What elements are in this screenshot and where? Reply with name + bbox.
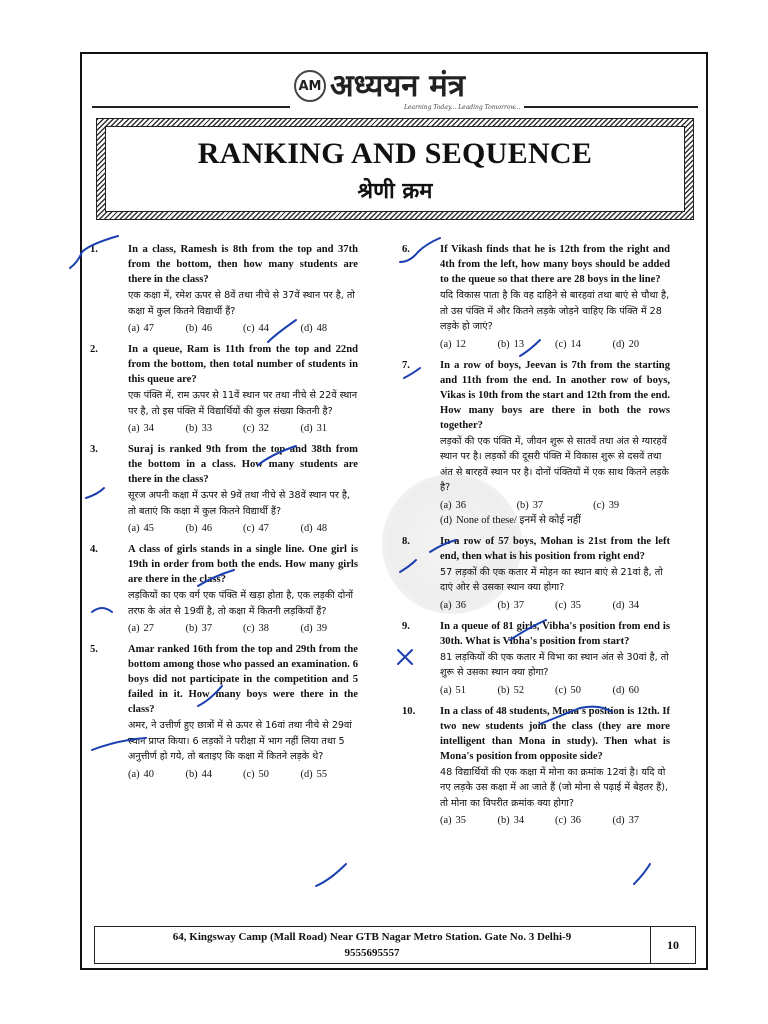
question-number: 5.: [90, 644, 98, 655]
answer-options: [440, 337, 670, 352]
page-frame: [80, 52, 708, 970]
option-value: 33: [201, 423, 213, 434]
option-letter: (b): [185, 523, 198, 534]
option-value: 37: [532, 499, 544, 511]
answer-option: [440, 513, 581, 528]
option-letter: (a): [440, 338, 452, 350]
option-value: 47: [143, 323, 154, 334]
question-text-english: In a class of 48 students, Mona's position is 12th. If two new students join the class (they are more intelligent than Mona in study). Then what is Mona's position from opposite side?: [440, 705, 670, 762]
question-text-hindi: 57 लड़कों की एक कतार में मोहन का स्थान बाएं से 21वां है, तो दाएं ओर से उसका स्थान क्या होगा?: [440, 566, 663, 593]
answer-option: [440, 683, 498, 698]
answer-option: [555, 813, 613, 828]
option-value: 46: [201, 523, 213, 534]
question-number: 3.: [90, 444, 98, 455]
option-value: 32: [258, 423, 269, 434]
answer-option: [128, 767, 186, 782]
answer-option: [613, 683, 671, 698]
option-letter: (c): [555, 815, 567, 826]
question-item: [90, 342, 358, 436]
answer-option: [440, 498, 517, 513]
option-value: 39: [608, 499, 620, 511]
option-value: 37: [201, 623, 213, 634]
answer-option: [555, 337, 613, 352]
option-value: 55: [316, 768, 328, 780]
option-value: 50: [570, 684, 581, 696]
question-text-hindi: 81 लड़कियों की एक कतार में विभा का स्थान अंत से 30वां है, तो शुरू से उसका स्थान क्या होगा?: [440, 651, 669, 678]
answer-option: [243, 321, 301, 336]
answer-option: [498, 598, 556, 613]
questions-right-column: [402, 242, 670, 834]
option-value: 48: [316, 523, 328, 534]
option-letter: (b): [497, 684, 510, 696]
option-value: 34: [143, 423, 154, 434]
option-value: 35: [455, 815, 466, 826]
answer-option: [555, 683, 613, 698]
page-title: RANKING AND SEQUENCE: [197, 137, 593, 170]
question-number: 8.: [402, 535, 410, 547]
answer-options: [440, 813, 670, 828]
question-item: [90, 542, 358, 636]
option-letter: (d): [612, 684, 625, 696]
question-text-hindi: लड़कियों का एक वर्ग एक पंक्ति में खड़ा होता है, एक लड़की दोनों तरफ के अंत से 19वीं है, तो कक्षा में कितनी लड़कियाँ हैं?: [128, 590, 354, 617]
question-text-english: In a row of boys, Jeevan is 7th from the starting and 11th from the end. In another row of boys, Vikas is 10th from the start and 12th from the end. How many boys are there in both the rows together?: [440, 359, 670, 431]
option-value: 52: [513, 684, 525, 696]
question-text-hindi: 48 विद्यार्थियों की एक कक्षा में मोना का क्रमांक 12वां है। यदि वो नए लड़के उस कक्षा में आ जाते हैं (जो मोना से पढ़ाई में बेहतर हैं), तो मोना का विपरीत क्रमांक क्या होगा?: [440, 766, 669, 809]
answer-options: [440, 683, 670, 698]
option-letter: (a): [440, 815, 452, 826]
question-item: [90, 642, 358, 782]
option-letter: (a): [128, 523, 140, 534]
footer-contact: [95, 929, 649, 961]
answer-option: [301, 521, 359, 536]
option-value: 50: [258, 768, 269, 780]
answer-option: [128, 421, 186, 436]
option-letter: (a): [440, 684, 452, 696]
option-value: 14: [570, 338, 581, 350]
option-value: 34: [628, 599, 640, 611]
question-text-english: In a queue of 81 girls, Vibha's position from end is 30th. What is Vibha's position from start?: [440, 620, 670, 647]
option-letter: (c): [243, 768, 255, 780]
option-letter: (d): [612, 338, 625, 350]
question-number: 9.: [402, 620, 410, 632]
option-value: 51: [455, 684, 466, 696]
answer-option: [243, 767, 301, 782]
page-number: 10: [650, 927, 695, 963]
option-value: None of these/ इनमें से कोई नहीं: [456, 514, 581, 526]
question-text-english: Amar ranked 16th from the top and 29th from the bottom among those who passed an examination. 6 boys did not participate in the competition and 5 failed in it. How many boys were there in the class?: [128, 644, 358, 715]
option-value: 13: [513, 338, 525, 350]
option-letter: (a): [128, 423, 140, 434]
logo-text: अध्ययन मंत्र: [330, 68, 465, 104]
option-letter: (b): [497, 338, 510, 350]
option-letter: (d): [612, 599, 625, 611]
option-letter: (c): [555, 684, 567, 696]
option-value: 46: [201, 323, 213, 334]
option-value: 39: [316, 623, 328, 634]
answer-option: [301, 767, 359, 782]
answer-option: [186, 321, 244, 336]
question-text-hindi: सूरज अपनी कक्षा में ऊपर से 9वें तथा नीचे से 38वें स्थान पर है, तो बताएं कि कक्षा में कुल कितने विद्यार्थी हैं?: [128, 490, 351, 517]
option-value: 35: [570, 599, 581, 611]
question-item: [402, 704, 670, 829]
answer-option: [613, 813, 671, 828]
question-number: 4.: [90, 544, 98, 555]
question-text-hindi: एक कक्षा में, रमेश ऊपर से 8वें तथा नीचे से 37वें स्थान पर है, तो कक्षा में कुल कितने विद्यार्थी हैं?: [128, 290, 355, 317]
option-letter: (c): [243, 423, 255, 434]
option-value: 12: [455, 338, 466, 350]
answer-options: [128, 421, 358, 436]
question-text-hindi: अमर, ने उत्तीर्ण हुए छात्रों में से ऊपर से 16वां तथा नीचे से 29वां स्थान प्राप्त किया। 6 लड़कों ने परीक्षा में भाग नहीं लिया तथा 5 अनुत्तीर्ण हो गये, तो बताइए कि कक्षा में कितने लड़के थे?: [128, 720, 352, 762]
option-letter: (b): [185, 423, 198, 434]
question-number: 6.: [402, 244, 410, 255]
title-banner: [96, 118, 694, 220]
answer-option: [440, 813, 498, 828]
option-letter: (b): [516, 499, 529, 511]
answer-option: [555, 598, 613, 613]
answer-option: [128, 621, 186, 636]
option-letter: (c): [243, 523, 255, 534]
question-item: [90, 242, 358, 336]
option-letter: (c): [555, 599, 567, 611]
answer-option: [301, 621, 359, 636]
question-text-english: In a class, Ramesh is 8th from the top and 37th from the bottom, then how many students are there in the class?: [128, 244, 358, 285]
question-number: 2.: [90, 344, 98, 355]
option-value: 38: [258, 623, 269, 634]
option-letter: (b): [497, 599, 510, 611]
answer-option: [613, 337, 671, 352]
option-value: 27: [143, 623, 154, 634]
option-value: 20: [628, 338, 640, 350]
question-text-english: In a row of 57 boys, Mohan is 21st from the left end, then what is his position from right end?: [440, 535, 670, 562]
option-letter: (a): [440, 499, 452, 511]
option-value: 36: [570, 815, 581, 826]
option-letter: (d): [612, 815, 625, 826]
question-text-hindi: लड़कों की एक पंक्ति में, जीवन शुरू से सातवें तथा अंत से ग्यारहवें स्थान पर है। लड़कों की दूसरी पंक्ति में विकास शुरू से दसवें तथा अंत से बारहवें स्थान पर है। दोनों पंक्तियों में एक साथ कितने लड़के है?: [440, 435, 669, 493]
question-item: [402, 534, 670, 613]
header-rule-right: [524, 106, 698, 108]
footer: [94, 926, 696, 964]
question-item: [402, 242, 670, 352]
option-letter: (d): [300, 523, 313, 534]
option-letter: (d): [300, 768, 313, 780]
page-title-hindi: श्रेणी क्रम: [357, 179, 433, 204]
answer-option: [613, 598, 671, 613]
option-value: 36: [455, 599, 466, 611]
option-letter: (a): [128, 323, 140, 334]
question-text-english: If Vikash finds that he is 12th from the right and 4th from the left, how many boys should be added to the queue so that there are 28 boys in the line?: [440, 244, 670, 285]
answer-options: [128, 767, 358, 782]
answer-option: [593, 498, 670, 513]
option-value: 31: [316, 423, 328, 434]
question-number: 1.: [90, 244, 98, 255]
option-letter: (c): [243, 323, 255, 334]
answer-options: [128, 621, 358, 636]
question-number: 7.: [402, 359, 410, 371]
option-value: 36: [455, 499, 466, 511]
answer-option: [243, 621, 301, 636]
question-text-hindi: एक पंक्ति में, राम ऊपर से 11वें स्थान पर तथा नीचे से 22वें स्थान पर है, तो इस पंक्ति में विद्यार्थियों की कुल संख्या कितनी है?: [128, 390, 358, 417]
option-value: 40: [143, 768, 154, 780]
option-letter: (a): [128, 623, 140, 634]
answer-option: [186, 421, 244, 436]
answer-option: [440, 598, 498, 613]
answer-option: [498, 337, 556, 352]
option-letter: (d): [440, 514, 453, 526]
answer-options: [440, 598, 670, 613]
option-letter: (a): [440, 599, 452, 611]
option-letter: (b): [185, 768, 198, 780]
answer-option: [498, 813, 556, 828]
question-text-english: In a queue, Ram is 11th from the top and 22nd from the bottom, then total number of students in this queue are?: [128, 344, 358, 385]
answer-options: [128, 521, 358, 536]
question-item: [402, 358, 670, 528]
option-value: 37: [513, 599, 525, 611]
option-letter: (a): [128, 768, 140, 780]
option-letter: (d): [300, 323, 313, 334]
answer-option: [186, 521, 244, 536]
answer-option: [186, 767, 244, 782]
answer-option: [186, 621, 244, 636]
option-letter: (c): [243, 623, 255, 634]
logo-tagline: Learning Today... Leading Tomorrow...: [404, 104, 521, 111]
question-number: 10.: [402, 705, 416, 717]
question-text-english: A class of girls stands in a single line. One girl is 19th in order from both the ends. How many girls are there in the class?: [128, 544, 358, 585]
question-item: [402, 619, 670, 698]
option-value: 47: [258, 523, 269, 534]
option-value: 48: [316, 323, 328, 334]
option-value: 37: [628, 815, 640, 826]
answer-option: [243, 421, 301, 436]
answer-option: [128, 321, 186, 336]
option-value: 34: [513, 815, 525, 826]
footer-phone: 9555695557: [344, 947, 400, 959]
option-letter: (b): [497, 815, 510, 826]
answer-options: [128, 321, 358, 336]
answer-options: [440, 498, 670, 528]
option-letter: (b): [185, 323, 198, 334]
answer-option: [517, 498, 594, 513]
option-letter: (d): [300, 623, 313, 634]
answer-option: [243, 521, 301, 536]
question-text-hindi: यदि विकास पाता है कि वह दाहिने से बारहवां तथा बाएं से चौथा है, तो उस पंक्ति में और कितने लड़के जोड़ने चाहिए कि पंक्ति में 28 लड़के हो जाएं?: [440, 290, 670, 332]
answer-option: [301, 321, 359, 336]
option-value: 60: [628, 684, 640, 696]
question-item: [90, 442, 358, 536]
option-letter: (c): [593, 499, 605, 511]
option-letter: (c): [555, 338, 567, 350]
option-value: 44: [201, 768, 213, 780]
questions-left-column: [90, 242, 358, 788]
answer-option: [440, 337, 498, 352]
option-letter: (d): [300, 423, 313, 434]
header-rule-left: [92, 106, 290, 108]
footer-address: 64, Kingsway Camp (Mall Road) Near GTB Nagar Metro Station. Gate No. 3 Delhi-9: [172, 931, 572, 943]
option-value: 44: [258, 323, 269, 334]
answer-option: [498, 683, 556, 698]
answer-option: [128, 521, 186, 536]
logo-emblem-icon: AM: [294, 70, 326, 102]
answer-option: [301, 421, 359, 436]
option-letter: (b): [185, 623, 198, 634]
option-value: 45: [143, 523, 154, 534]
question-text-english: Suraj is ranked 9th from the top and 38th from the bottom in a class. How many students are there in the class?: [128, 444, 358, 485]
